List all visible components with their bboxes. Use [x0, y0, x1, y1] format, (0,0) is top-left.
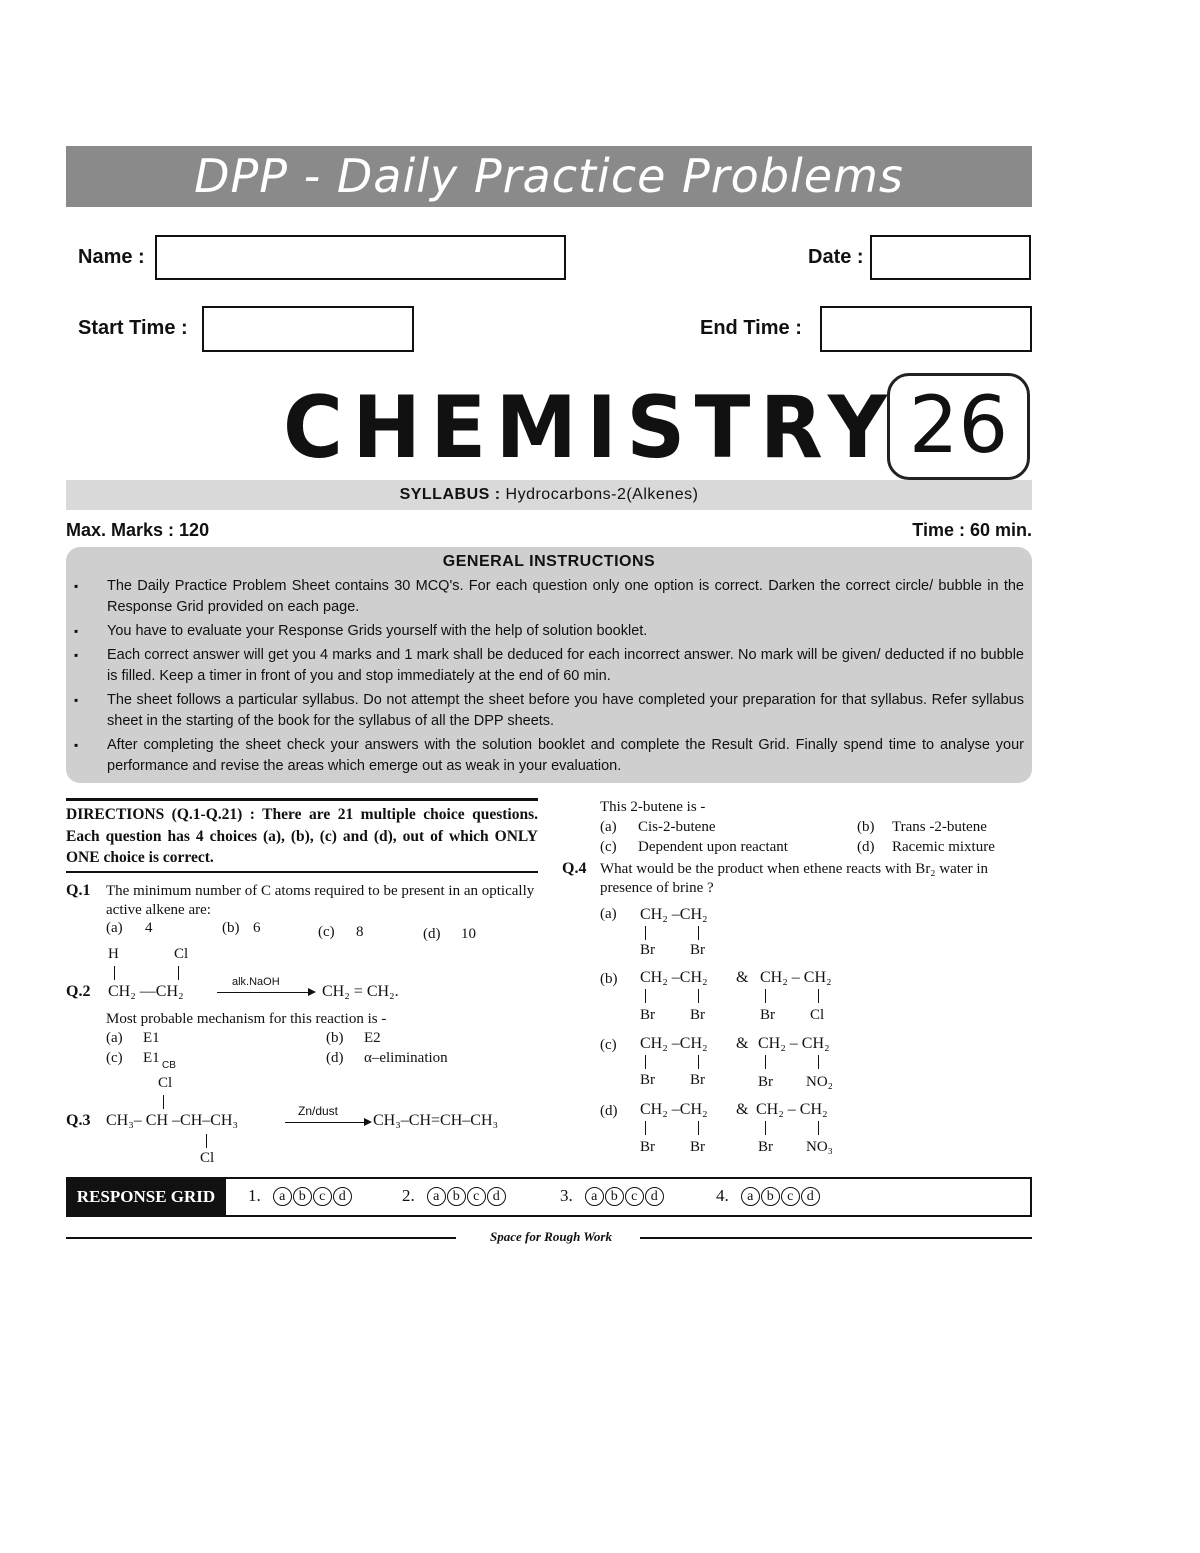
- q4-text: What would be the product when ethene reacts with Br₂ water in presence of brine ?: [600, 861, 989, 896]
- q4-b-bond-3: [765, 989, 766, 1003]
- q4-b-amp: &: [736, 969, 749, 986]
- q4-c-formula-left: CH₂ –CH₂: [640, 1035, 708, 1052]
- q4-d-label: (d): [600, 1103, 618, 1119]
- q4-b-formula-right: CH₂ – CH₂: [760, 969, 832, 986]
- q1-opt-d-label: (d): [423, 926, 441, 942]
- q4-d-bond-4: [818, 1121, 819, 1135]
- response-q3-number: 3.: [560, 1186, 573, 1205]
- q1-opt-d: 10: [461, 926, 476, 942]
- bubble-q2-c[interactable]: c: [467, 1187, 486, 1206]
- q1-opt-b: 6: [253, 920, 261, 936]
- subject-title: CHEMISTRY: [283, 378, 897, 478]
- q4-a-sub-2: Br: [690, 942, 705, 958]
- bubble-q3-d[interactable]: d: [645, 1187, 664, 1206]
- instruction-item: ▪ The sheet follows a particular syllabus. Do not attempt the sheet before you have completed your preparation for that syllabus. Refer syllabus sheet in the starting of the book for the syllabus of all the DPP sheets.: [74, 690, 1024, 732]
- q4-c-amp: &: [736, 1035, 749, 1052]
- q2-opt-b-label: (b): [326, 1030, 344, 1046]
- q4-d-amp: &: [736, 1101, 749, 1118]
- bubble-q2-d[interactable]: d: [487, 1187, 506, 1206]
- date-label: Date :: [808, 246, 864, 268]
- rough-work-label: Space for Rough Work: [490, 1229, 612, 1244]
- q4-d-bond-1: [645, 1121, 646, 1135]
- response-q4: [716, 1183, 821, 1209]
- q3-arrowhead: [364, 1118, 372, 1126]
- q1-opt-b-label: (b): [222, 920, 240, 936]
- q3-opt-c-label: (c): [600, 839, 617, 855]
- q2-text: Most probable mechanism for this reaction is -: [106, 1011, 387, 1027]
- q2-bond-2: [178, 966, 179, 980]
- q2-number: Q.2: [66, 983, 91, 1000]
- page-banner: DPP - Daily Practice Problems: [66, 146, 1032, 207]
- q4-b-label: (b): [600, 971, 618, 987]
- q4-b-bond-2: [698, 989, 699, 1003]
- q4-d-sub-1: Br: [640, 1139, 655, 1155]
- q2-opt-c-label: (c): [106, 1050, 123, 1066]
- directions-text: DIRECTIONS (Q.1-Q.21) : There are 21 multiple choice questions. Each question has 4 choices (a), (b), (c) and (d), out of which ONLY ONE choice is correct.: [66, 806, 538, 866]
- q3-opt-d-label: (d): [857, 839, 875, 855]
- q2-bond-1: [114, 966, 115, 980]
- syllabus-value: Hydrocarbons-2(Alkenes): [505, 486, 699, 503]
- q3-opt-a: Cis-2-butene: [638, 819, 716, 835]
- response-q2-number: 2.: [402, 1186, 415, 1205]
- response-grid-label: RESPONSE GRID: [66, 1177, 226, 1217]
- start-time-field[interactable]: [202, 306, 414, 352]
- dpp-number: 26: [887, 373, 1030, 480]
- q4-d-sub-3: Br: [758, 1139, 773, 1155]
- end-time-label: End Time :: [700, 317, 802, 339]
- end-time-field[interactable]: [820, 306, 1032, 352]
- q2-opt-c: E1: [143, 1050, 160, 1066]
- q3-text: This 2-butene is -: [600, 799, 706, 815]
- q2-product: CH₂ = CH₂.: [322, 983, 399, 1000]
- q2-opt-d: α–elimination: [364, 1050, 448, 1066]
- q4-a-bond-2: [698, 926, 699, 940]
- date-field[interactable]: [870, 235, 1031, 280]
- response-q1: [248, 1183, 353, 1209]
- q3-top-cl: Cl: [158, 1075, 173, 1091]
- q3-opt-d: Racemic mixture: [892, 839, 995, 855]
- q4-b-bond-4: [818, 989, 819, 1003]
- start-time-label: Start Time :: [78, 317, 188, 339]
- directions-top-rule: [66, 798, 538, 801]
- bubble-q4-c[interactable]: c: [781, 1187, 800, 1206]
- q4-a-bond-1: [645, 926, 646, 940]
- q3-reagent: Zn/dust: [298, 1104, 339, 1118]
- q2-reagent: alk.NaOH: [232, 976, 280, 988]
- instruction-item: ▪ After completing the sheet check your answers with the solution booklet and complete the Result Grid. Finally spend time to analyse your performance and revise the areas which emerge out as weak in your evaluation.: [74, 735, 1024, 777]
- q3-opt-a-label: (a): [600, 819, 617, 835]
- directions-bottom-rule: [66, 871, 538, 873]
- name-field[interactable]: [155, 235, 566, 280]
- instruction-item: ▪ The Daily Practice Problem Sheet contains 30 MCQ's. For each question only one option is correct. Darken the correct circle/ bubble in the Response Grid provided on each page.: [74, 576, 1024, 618]
- q4-d-sub-2: Br: [690, 1139, 705, 1155]
- bubble-q4-b[interactable]: b: [761, 1187, 780, 1206]
- q2-sub-h: H: [108, 946, 119, 962]
- bubble-q1-a[interactable]: a: [273, 1187, 292, 1206]
- bubble-q4-a[interactable]: a: [741, 1187, 760, 1206]
- q4-number: Q.4: [562, 860, 587, 877]
- q2-opt-a-label: (a): [106, 1030, 123, 1046]
- q3-opt-c: Dependent upon reactant: [638, 839, 788, 855]
- q3-product: CH₃–CH=CH–CH₃: [373, 1112, 499, 1129]
- q2-arrow: [217, 992, 309, 993]
- q4-d-sub-4: NO₃: [806, 1139, 833, 1155]
- q4-b-sub-3: Br: [760, 1007, 775, 1023]
- response-q3: [560, 1183, 665, 1209]
- q2-arrowhead: [308, 988, 316, 996]
- q4-c-sub-1: Br: [640, 1072, 655, 1088]
- q2-opt-d-label: (d): [326, 1050, 344, 1066]
- q1-opt-c: 8: [356, 924, 364, 940]
- q4-a-label: (a): [600, 906, 617, 922]
- q4-b-sub-1: Br: [640, 1007, 655, 1023]
- q4-c-bond-3: [765, 1055, 766, 1069]
- instruction-item: ▪ Each correct answer will get you 4 marks and 1 mark shall be deduced for each incorrect answer. No mark will be given/ deducted if no bubble is filled. Keep a timer in front of you and stop immediately at the end of 60 min.: [74, 645, 1024, 687]
- q4-b-bond-1: [645, 989, 646, 1003]
- max-marks: Max. Marks : 120: [66, 520, 210, 540]
- q3-opt-b: Trans -2-butene: [892, 819, 987, 835]
- bubble-q2-b[interactable]: b: [447, 1187, 466, 1206]
- bubble-q3-a[interactable]: a: [585, 1187, 604, 1206]
- q4-b-formula-left: CH₂ –CH₂: [640, 969, 708, 986]
- q3-number: Q.3: [66, 1112, 91, 1129]
- q4-c-bond-1: [645, 1055, 646, 1069]
- q2-opt-a: E1: [143, 1030, 160, 1046]
- q4-d-formula-left: CH₂ –CH₂: [640, 1101, 708, 1118]
- bubble-q4-d[interactable]: d: [801, 1187, 820, 1206]
- q3-bond-top: [163, 1095, 164, 1109]
- q1-opt-c-label: (c): [318, 924, 335, 940]
- q3-reactant: CH₃– CH –CH–CH₃: [106, 1112, 239, 1129]
- q3-bond-bottom: [206, 1134, 207, 1148]
- instructions-title: GENERAL INSTRUCTIONS: [442, 553, 656, 570]
- q1-opt-a: 4: [145, 920, 153, 936]
- q4-d-bond-2: [698, 1121, 699, 1135]
- instruction-item: ▪ You have to evaluate your Response Grids yourself with the help of solution booklet.: [74, 621, 1024, 642]
- q3-arrow: [285, 1122, 365, 1123]
- q2-sub-cl: Cl: [174, 946, 189, 962]
- q2-opt-b: E2: [364, 1030, 381, 1046]
- instructions-list: [74, 576, 1024, 780]
- q4-b-sub-2: Br: [690, 1007, 705, 1023]
- response-q2: [402, 1183, 507, 1209]
- q4-c-sub-2: Br: [690, 1072, 705, 1088]
- q2-chain: CH₂ —CH₂: [108, 983, 184, 1000]
- syllabus-bar: [66, 480, 1032, 510]
- q3-bottom-cl: Cl: [200, 1150, 215, 1166]
- bubble-q3-b[interactable]: b: [605, 1187, 624, 1206]
- q4-c-bond-4: [818, 1055, 819, 1069]
- rough-rule-left: [66, 1237, 456, 1239]
- bubble-q1-b[interactable]: b: [293, 1187, 312, 1206]
- q4-a-sub-1: Br: [640, 942, 655, 958]
- q4-a-formula: CH₂ –CH₂: [640, 906, 708, 923]
- q1-opt-a-label: (a): [106, 920, 123, 936]
- bubble-q3-c[interactable]: c: [625, 1187, 644, 1206]
- q2-opt-c-subscript: CB: [162, 1060, 176, 1071]
- name-label: Name :: [78, 246, 145, 268]
- q4-d-formula-right: CH₂ – CH₂: [756, 1101, 828, 1118]
- q3-opt-b-label: (b): [857, 819, 875, 835]
- q4-c-bond-2: [698, 1055, 699, 1069]
- q4-c-formula-right: CH₂ – CH₂: [758, 1035, 830, 1052]
- response-q1-number: 1.: [248, 1186, 261, 1205]
- q4-b-sub-4: Cl: [810, 1007, 825, 1023]
- q4-c-label: (c): [600, 1037, 617, 1053]
- q1-text: The minimum number of C atoms required to be present in an optically active alkene are:: [106, 883, 535, 918]
- bubble-q2-a[interactable]: a: [427, 1187, 446, 1206]
- bubble-q1-d[interactable]: d: [333, 1187, 352, 1206]
- rough-rule-right: [640, 1237, 1032, 1239]
- q4-c-sub-4: NO₂: [806, 1074, 833, 1090]
- q1-number: Q.1: [66, 882, 91, 899]
- response-q4-number: 4.: [716, 1186, 729, 1205]
- time-limit: Time : 60 min.: [912, 520, 1032, 540]
- q4-c-sub-3: Br: [758, 1074, 773, 1090]
- syllabus-label: SYLLABUS :: [399, 486, 501, 503]
- bubble-q1-c[interactable]: c: [313, 1187, 332, 1206]
- q4-d-bond-3: [765, 1121, 766, 1135]
